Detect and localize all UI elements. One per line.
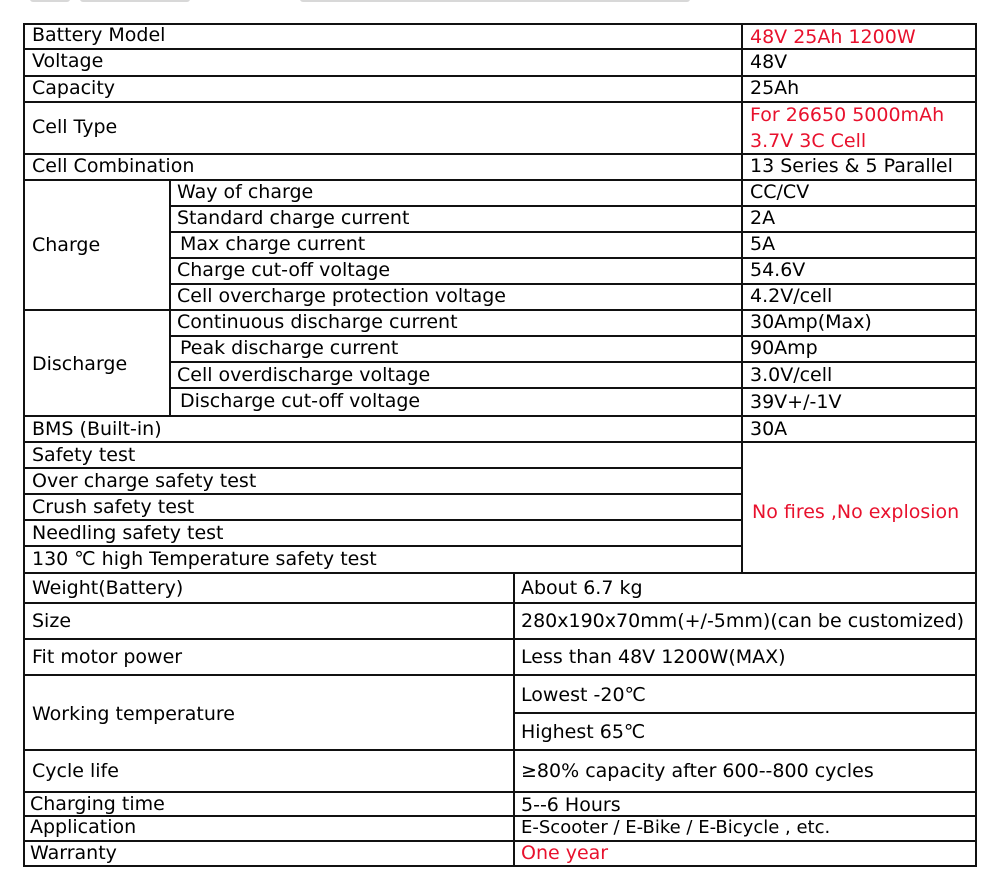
discharge-row-value: 90Amp (750, 337, 818, 359)
safety-test-item: Safety test (32, 444, 136, 466)
size-value: 280x190x70mm(+/-5mm)(can be customized) (521, 610, 965, 632)
cutoff-header-fragment (30, 0, 70, 2)
charging-time-value: 5--6 Hours (521, 794, 621, 816)
row-border (23, 545, 743, 547)
row-border (23, 791, 977, 793)
safety-test-item: Needling safety test (32, 522, 224, 544)
application-value: E-Scooter / E-Bike / E-Bicycle , etc. (521, 817, 831, 838)
charge-row-label: Max charge current (180, 233, 366, 255)
cell-type-label: Cell Type (32, 116, 118, 138)
column-border (513, 572, 515, 867)
cycle-life-value: ≥80% capacity after 600--800 cycles (521, 760, 874, 782)
discharge-row-value: 39V+/-1V (750, 391, 842, 413)
charge-row-value: 4.2V/cell (750, 285, 833, 307)
fit-motor-power-value: Less than 48V 1200W(MAX) (521, 646, 786, 668)
row-border (169, 361, 977, 363)
row-border (23, 179, 977, 181)
cycle-life-label: Cycle life (32, 760, 119, 782)
discharge-row-label: Peak discharge current (180, 337, 399, 359)
discharge-row-value: 30Amp(Max) (750, 311, 872, 333)
row-border (23, 101, 977, 103)
warranty-value: One year (521, 842, 609, 864)
charging-time-label: Charging time (30, 793, 165, 815)
column-border (23, 23, 25, 867)
row-border (513, 712, 977, 714)
row-border (23, 749, 977, 751)
cell-type-value-line1: For 26650 5000mAh (750, 104, 945, 126)
voltage-label: Voltage (32, 50, 104, 72)
row-border (23, 467, 743, 469)
column-border (169, 179, 171, 417)
warranty-label: Warranty (30, 842, 117, 864)
charge-row-label: Standard charge current (177, 207, 410, 229)
column-border (741, 23, 743, 573)
row-border (23, 493, 743, 495)
cutoff-header-fragment (300, 0, 690, 2)
charge-row-label: Way of charge (177, 181, 314, 203)
capacity-label: Capacity (32, 77, 116, 99)
column-border (975, 23, 977, 867)
cell-type-value-line2: 3.7V 3C Cell (750, 130, 867, 152)
fit-motor-power-label: Fit motor power (32, 646, 183, 668)
discharge-row-label: Discharge cut-off voltage (180, 390, 421, 412)
charge-row-value: CC/CV (750, 181, 810, 203)
capacity-value: 25Ah (750, 77, 800, 99)
row-border (23, 815, 977, 817)
row-border (23, 865, 977, 867)
cutoff-header-fragment (80, 0, 190, 2)
battery-model-label: Battery Model (32, 24, 166, 46)
row-border (23, 415, 977, 417)
charge-row-label: Cell overcharge protection voltage (177, 285, 506, 307)
cell-combination-value: 13 Series & 5 Parallel (750, 155, 953, 177)
safety-result: No fires ,No explosion (752, 501, 960, 523)
bms-value: 30A (750, 418, 788, 440)
safety-test-item: 130 ℃ high Temperature safety test (32, 548, 377, 570)
row-border (169, 387, 977, 389)
row-border (23, 840, 977, 842)
battery-model-value: 48V 25Ah 1200W (750, 26, 916, 48)
row-border (23, 602, 977, 604)
charge-row-value: 5A (750, 233, 776, 255)
row-border (23, 75, 977, 77)
charge-group-label: Charge (32, 234, 101, 256)
cell-combination-label: Cell Combination (32, 155, 195, 177)
discharge-row-value: 3.0V/cell (750, 364, 833, 386)
weight-value: About 6.7 kg (521, 577, 643, 599)
charge-row-label: Charge cut-off voltage (177, 259, 391, 281)
working-temperature-label: Working temperature (32, 703, 235, 725)
discharge-row-label: Continuous discharge current (177, 311, 458, 333)
row-border (23, 519, 743, 521)
bms-label: BMS (Built-in) (32, 418, 162, 440)
row-border (23, 572, 977, 574)
row-border (23, 674, 977, 676)
voltage-value: 48V (750, 51, 788, 73)
charge-row-value: 54.6V (750, 259, 806, 281)
weight-label: Weight(Battery) (32, 577, 184, 599)
row-border (23, 638, 977, 640)
discharge-row-label: Cell overdischarge voltage (177, 364, 431, 386)
row-border (23, 48, 977, 50)
working-temperature-highest: Highest 65℃ (521, 721, 646, 743)
safety-test-item: Over charge safety test (32, 470, 257, 492)
row-border (23, 23, 977, 25)
safety-test-item: Crush safety test (32, 496, 195, 518)
size-label: Size (32, 610, 72, 632)
discharge-group-label: Discharge (32, 353, 128, 375)
working-temperature-lowest: Lowest -20℃ (521, 684, 646, 706)
charge-row-value: 2A (750, 207, 776, 229)
row-border (23, 441, 977, 443)
application-label: Application (30, 816, 137, 838)
